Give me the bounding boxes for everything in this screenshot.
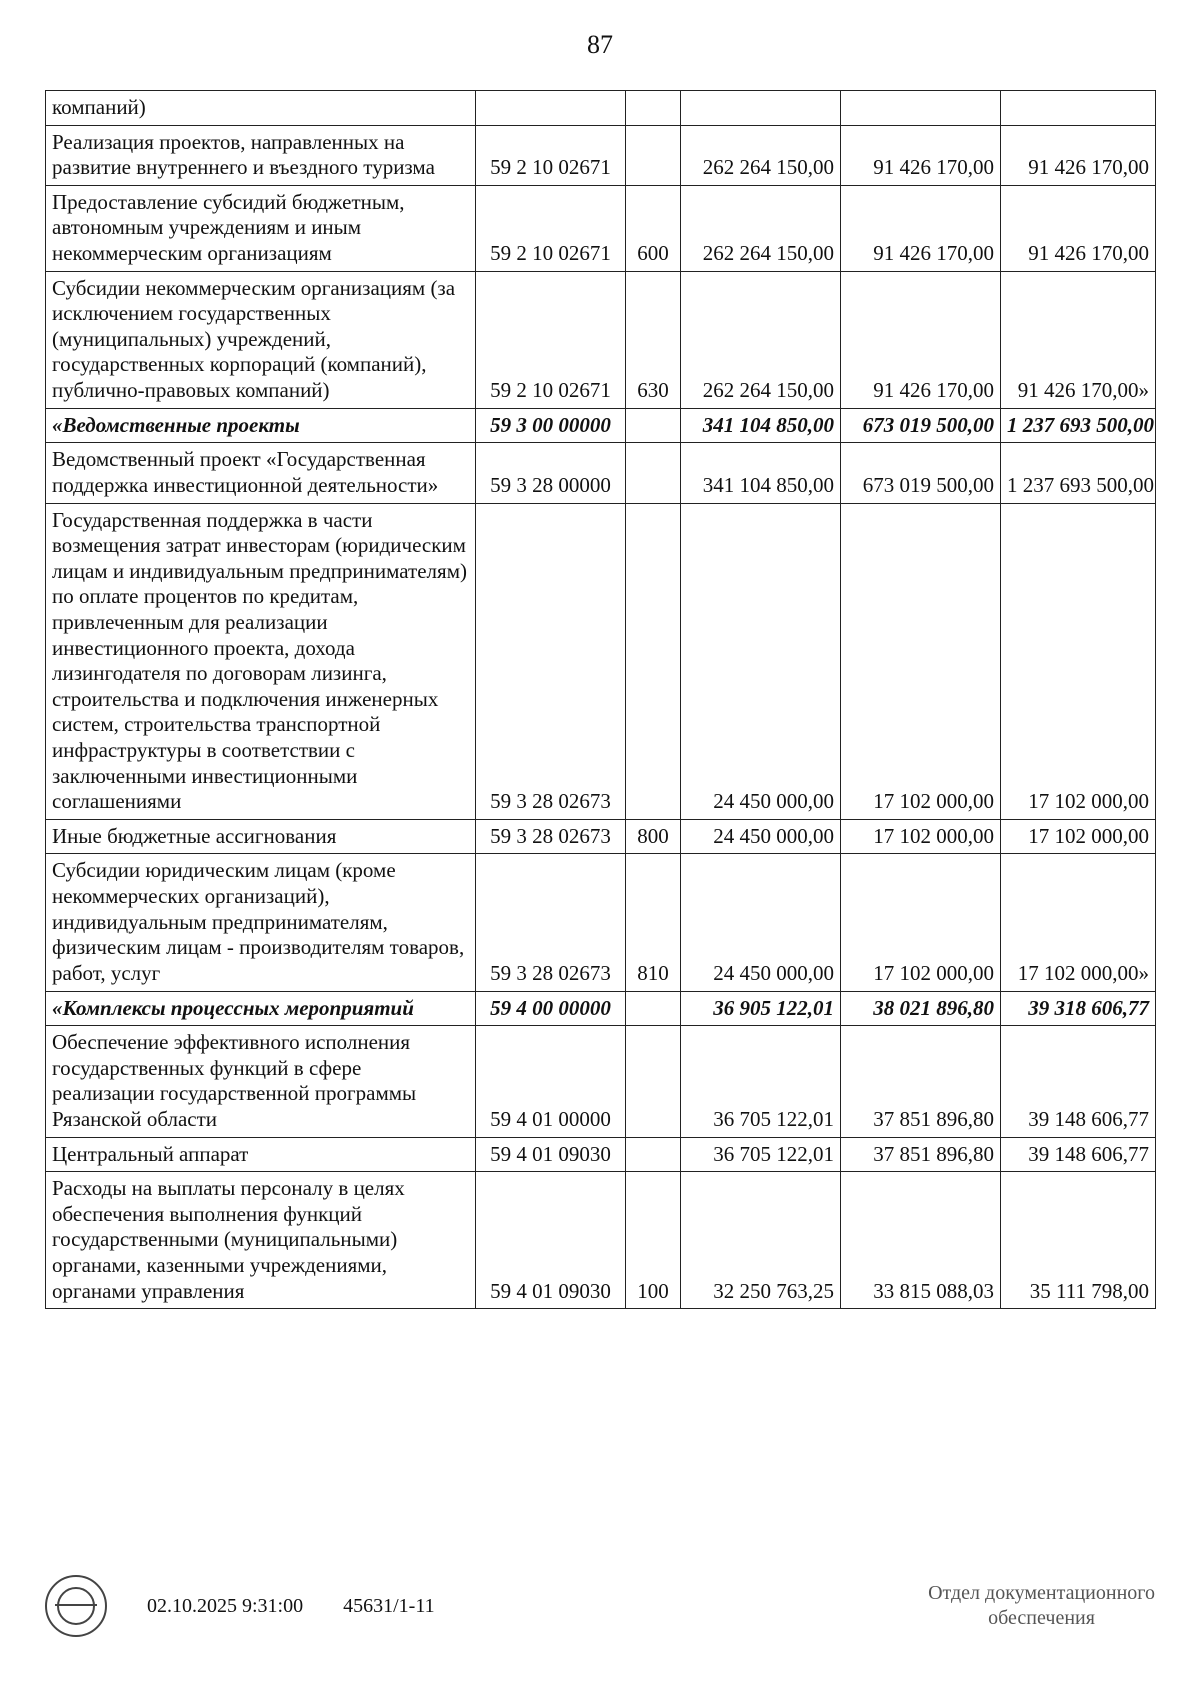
row-value-2-cell: 91 426 170,00 xyxy=(841,185,1001,271)
row-value-2-cell: 91 426 170,00 xyxy=(841,125,1001,185)
row-code-cell: 59 4 01 09030 xyxy=(476,1172,626,1309)
row-value-1-cell: 24 450 000,00 xyxy=(681,503,841,819)
row-code-cell: 59 4 01 09030 xyxy=(476,1137,626,1172)
row-name-cell: Центральный аппарат xyxy=(46,1137,476,1172)
row-vr-cell xyxy=(626,503,681,819)
row-value-1-cell: 262 264 150,00 xyxy=(681,271,841,408)
row-code-cell: 59 2 10 02671 xyxy=(476,271,626,408)
row-value-2-cell: 37 851 896,80 xyxy=(841,1137,1001,1172)
row-code-cell xyxy=(476,91,626,126)
row-vr-cell: 600 xyxy=(626,185,681,271)
row-value-3-cell: 35 111 798,00 xyxy=(1001,1172,1156,1309)
row-vr-cell xyxy=(626,91,681,126)
row-code-cell: 59 4 01 00000 xyxy=(476,1026,626,1137)
budget-table-body xyxy=(46,91,1156,1309)
footer-doc-code: 45631/1-11 xyxy=(343,1594,435,1617)
row-value-2-cell: 17 102 000,00 xyxy=(841,819,1001,854)
row-value-1-cell: 36 705 122,01 xyxy=(681,1026,841,1137)
table-row xyxy=(46,1172,1156,1309)
row-name-cell: Иные бюджетные ассигнования xyxy=(46,819,476,854)
row-name-cell: Субсидии юридическим лицам (кроме некоммерческих организаций), индивидуальным предпринимателям, физическим лицам - производителям товаров, работ, услуг xyxy=(46,854,476,991)
row-value-3-cell: 1 237 693 500,00 xyxy=(1001,443,1156,503)
row-value-3-cell: 39 148 606,77 xyxy=(1001,1137,1156,1172)
row-vr-cell xyxy=(626,443,681,503)
row-vr-cell xyxy=(626,408,681,443)
table-row xyxy=(46,991,1156,1026)
table-row xyxy=(46,503,1156,819)
row-value-1-cell: 341 104 850,00 xyxy=(681,443,841,503)
table-row xyxy=(46,91,1156,126)
row-code-cell: 59 3 28 00000 xyxy=(476,443,626,503)
row-value-1-cell: 36 705 122,01 xyxy=(681,1137,841,1172)
page-footer xyxy=(45,1575,1155,1637)
department-stamp xyxy=(928,1581,1155,1631)
row-name-cell: Ведомственный проект «Государственная поддержка инвестиционной деятельности» xyxy=(46,443,476,503)
row-value-1-cell: 262 264 150,00 xyxy=(681,125,841,185)
table-row xyxy=(46,185,1156,271)
row-value-3-cell: 39 148 606,77 xyxy=(1001,1026,1156,1137)
row-value-2-cell: 91 426 170,00 xyxy=(841,271,1001,408)
table-row xyxy=(46,443,1156,503)
row-value-3-cell: 91 426 170,00 xyxy=(1001,185,1156,271)
row-vr-cell xyxy=(626,991,681,1026)
row-value-3-cell: 39 318 606,77 xyxy=(1001,991,1156,1026)
row-value-1-cell: 341 104 850,00 xyxy=(681,408,841,443)
row-value-1-cell: 24 450 000,00 xyxy=(681,854,841,991)
budget-table xyxy=(45,90,1156,1309)
row-code-cell: 59 2 10 02671 xyxy=(476,185,626,271)
table-row xyxy=(46,125,1156,185)
stamp-line: обеспечения xyxy=(988,1607,1095,1629)
row-name-cell: Государственная поддержка в части возмещения затрат инвесторам (юридическим лицам и индивидуальным предпринимателям) по оплате процентов по кредитам, привлеченным для реализации инвестиционного проекта, дохода лизингодателя по договорам лизинга, строительства и подключения инженерных систем, строительства транспортной инфраструктуры в соответствии с заключенными инвестиционными соглашениями xyxy=(46,503,476,819)
row-name-cell: Субсидии некоммерческим организациям (за исключением государственных (муниципальных) учреждений, государственных корпораций (компаний), публично-правовых компаний) xyxy=(46,271,476,408)
row-vr-cell: 100 xyxy=(626,1172,681,1309)
consultant-logo-icon xyxy=(45,1575,107,1637)
row-value-2-cell: 673 019 500,00 xyxy=(841,408,1001,443)
table-row xyxy=(46,408,1156,443)
row-value-2-cell: 673 019 500,00 xyxy=(841,443,1001,503)
row-value-3-cell: 17 102 000,00 xyxy=(1001,819,1156,854)
row-value-1-cell: 24 450 000,00 xyxy=(681,819,841,854)
row-code-cell: 59 3 28 02673 xyxy=(476,854,626,991)
row-name-cell: «Ведомственные проекты xyxy=(46,408,476,443)
row-value-3-cell: 91 426 170,00 xyxy=(1001,125,1156,185)
row-value-1-cell: 32 250 763,25 xyxy=(681,1172,841,1309)
row-vr-cell: 810 xyxy=(626,854,681,991)
row-value-1-cell xyxy=(681,91,841,126)
table-row xyxy=(46,854,1156,991)
row-code-cell: 59 2 10 02671 xyxy=(476,125,626,185)
row-value-2-cell: 33 815 088,03 xyxy=(841,1172,1001,1309)
row-vr-cell xyxy=(626,1137,681,1172)
row-value-1-cell: 262 264 150,00 xyxy=(681,185,841,271)
table-row xyxy=(46,1137,1156,1172)
row-value-3-cell: 1 237 693 500,00 xyxy=(1001,408,1156,443)
row-name-cell: Реализация проектов, направленных на развитие внутреннего и въездного туризма xyxy=(46,125,476,185)
row-value-2-cell: 37 851 896,80 xyxy=(841,1026,1001,1137)
table-row xyxy=(46,271,1156,408)
stamp-line: Отдел документационного xyxy=(928,1582,1155,1604)
row-value-1-cell: 36 905 122,01 xyxy=(681,991,841,1026)
row-vr-cell: 800 xyxy=(626,819,681,854)
row-value-2-cell: 17 102 000,00 xyxy=(841,503,1001,819)
footer-datetime: 02.10.2025 9:31:00 xyxy=(147,1594,304,1617)
row-code-cell: 59 3 00 00000 xyxy=(476,408,626,443)
row-code-cell: 59 3 28 02673 xyxy=(476,503,626,819)
row-value-3-cell xyxy=(1001,91,1156,126)
row-value-3-cell: 17 102 000,00» xyxy=(1001,854,1156,991)
row-name-cell: Расходы на выплаты персоналу в целях обеспечения выполнения функций государственными (муниципальными) органами, казенными учреждениями, органами управления xyxy=(46,1172,476,1309)
row-name-cell: «Комплексы процессных мероприятий xyxy=(46,991,476,1026)
row-vr-cell xyxy=(626,125,681,185)
row-name-cell: Предоставление субсидий бюджетным, автономным учреждениям и иным некоммерческим организациям xyxy=(46,185,476,271)
row-value-3-cell: 17 102 000,00 xyxy=(1001,503,1156,819)
row-vr-cell xyxy=(626,1026,681,1137)
row-value-2-cell xyxy=(841,91,1001,126)
row-code-cell: 59 4 00 00000 xyxy=(476,991,626,1026)
row-value-2-cell: 38 021 896,80 xyxy=(841,991,1001,1026)
row-value-2-cell: 17 102 000,00 xyxy=(841,854,1001,991)
row-value-3-cell: 91 426 170,00» xyxy=(1001,271,1156,408)
page-number: 87 xyxy=(587,30,613,59)
table-row xyxy=(46,1026,1156,1137)
row-code-cell: 59 3 28 02673 xyxy=(476,819,626,854)
table-row xyxy=(46,819,1156,854)
row-name-cell: компаний) xyxy=(46,91,476,126)
budget-table-wrapper xyxy=(45,90,1155,1309)
row-vr-cell: 630 xyxy=(626,271,681,408)
row-name-cell: Обеспечение эффективного исполнения государственных функций в сфере реализации государственной программы Рязанской области xyxy=(46,1026,476,1137)
